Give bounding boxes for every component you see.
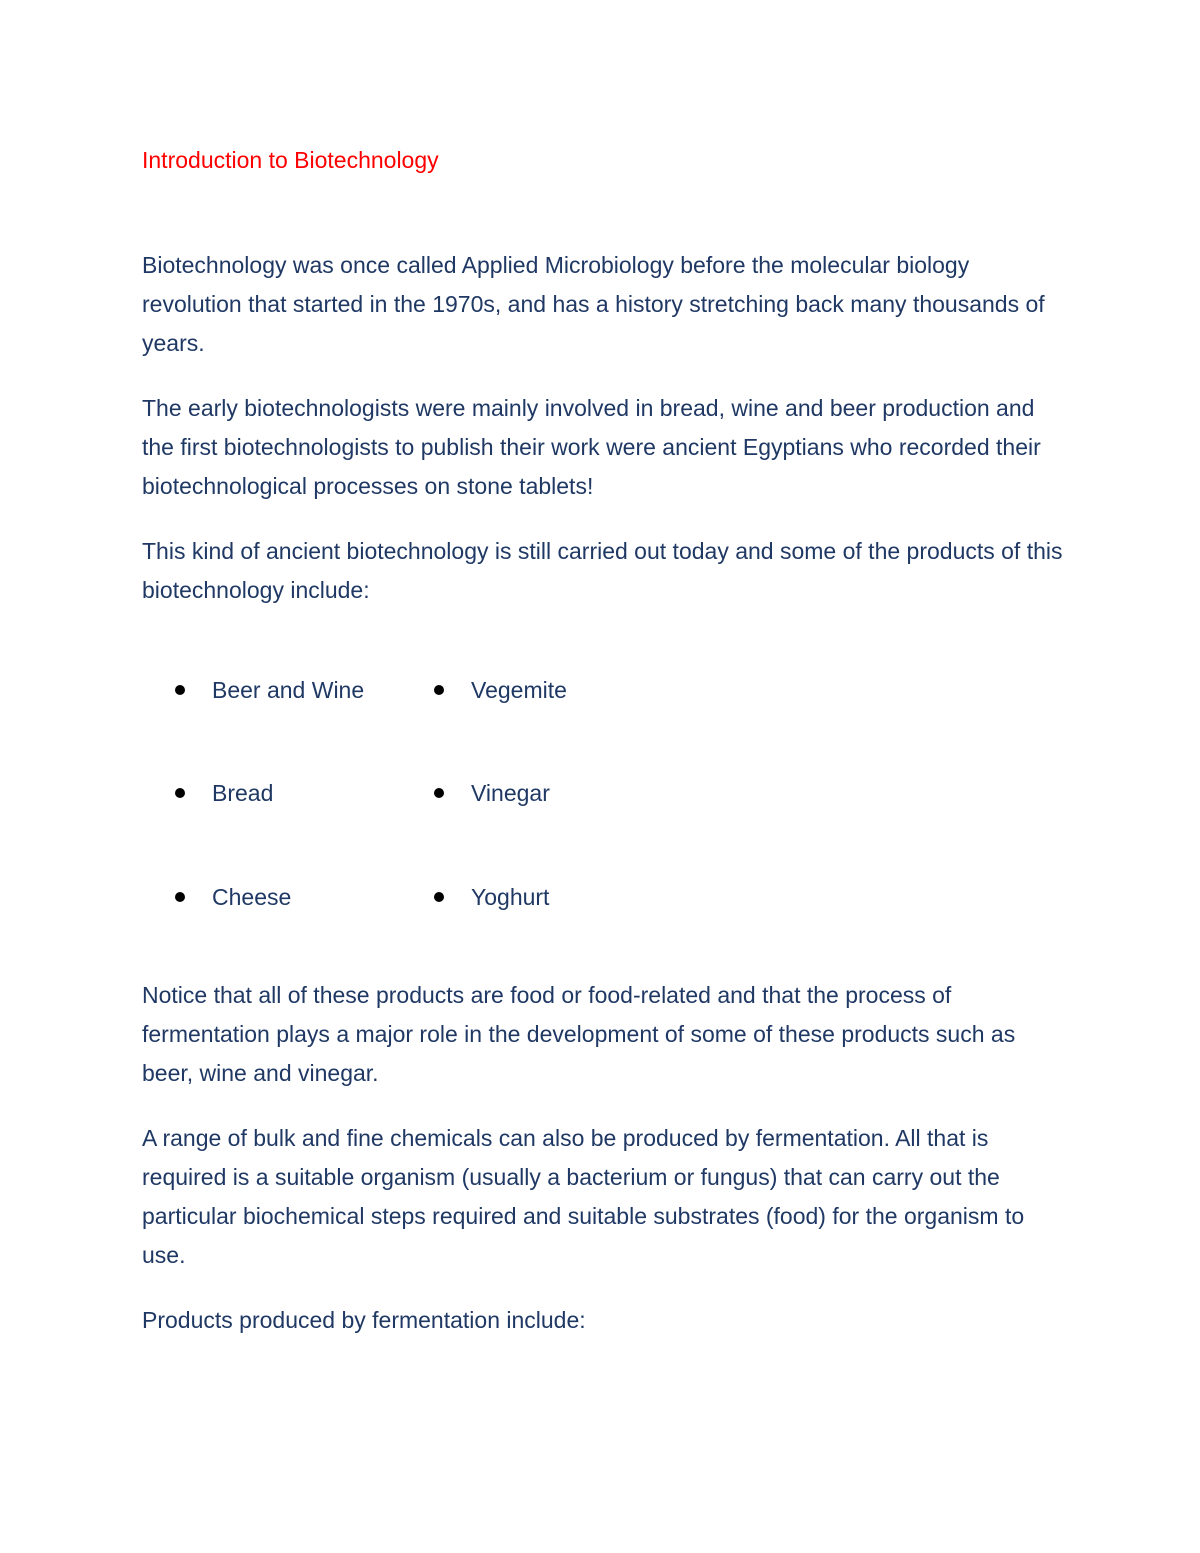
bullet-icon — [434, 788, 444, 798]
bullet-icon — [175, 892, 185, 902]
paragraph-ancient-products-intro: This kind of ancient biotechnology is still carried out today and some of the products of this biotechnology include: — [142, 538, 1063, 603]
paragraph-history: Biotechnology was once called Applied Microbiology before the molecular biology revolution that started in the 1970s, and has a history stretching back many thousands of years. — [142, 252, 1045, 356]
list-item-label: Cheese — [212, 884, 292, 910]
list-item-label: Vinegar — [471, 780, 550, 806]
paragraph-fermentation-notice: Notice that all of these products are food or food-related and that the process of fermentation plays a major role in the development of some of these products such as beer, wine and vinegar. — [142, 982, 1016, 1086]
document-title: Introduction to Biotechnology — [142, 147, 439, 173]
bullet-icon — [434, 685, 444, 695]
list-item-label: Bread — [212, 780, 274, 806]
list-item-label: Beer and Wine — [212, 677, 365, 703]
bullet-icon — [175, 788, 185, 798]
list-item-label: Vegemite — [471, 677, 567, 703]
paragraph-early-biotechnologists: The early biotechnologists were mainly involved in bread, wine and beer production and the first biotechnologists to publish their work were ancient Egyptians who recorded their biotechnological processes on stone tablets! — [142, 395, 1041, 499]
bullet-icon — [434, 892, 444, 902]
paragraph-fermentation-products-intro: Products produced by fermentation include: — [142, 1307, 586, 1333]
paragraph-bulk-chemicals: A range of bulk and fine chemicals can also be produced by fermentation. All that is required is a suitable organism (usually a bacterium or fungus) that can carry out the particular biochemical steps required and suitable substrates (food) for the organism to use. — [142, 1125, 1025, 1268]
bullet-icon — [175, 685, 185, 695]
list-item-label: Yoghurt — [471, 884, 550, 910]
